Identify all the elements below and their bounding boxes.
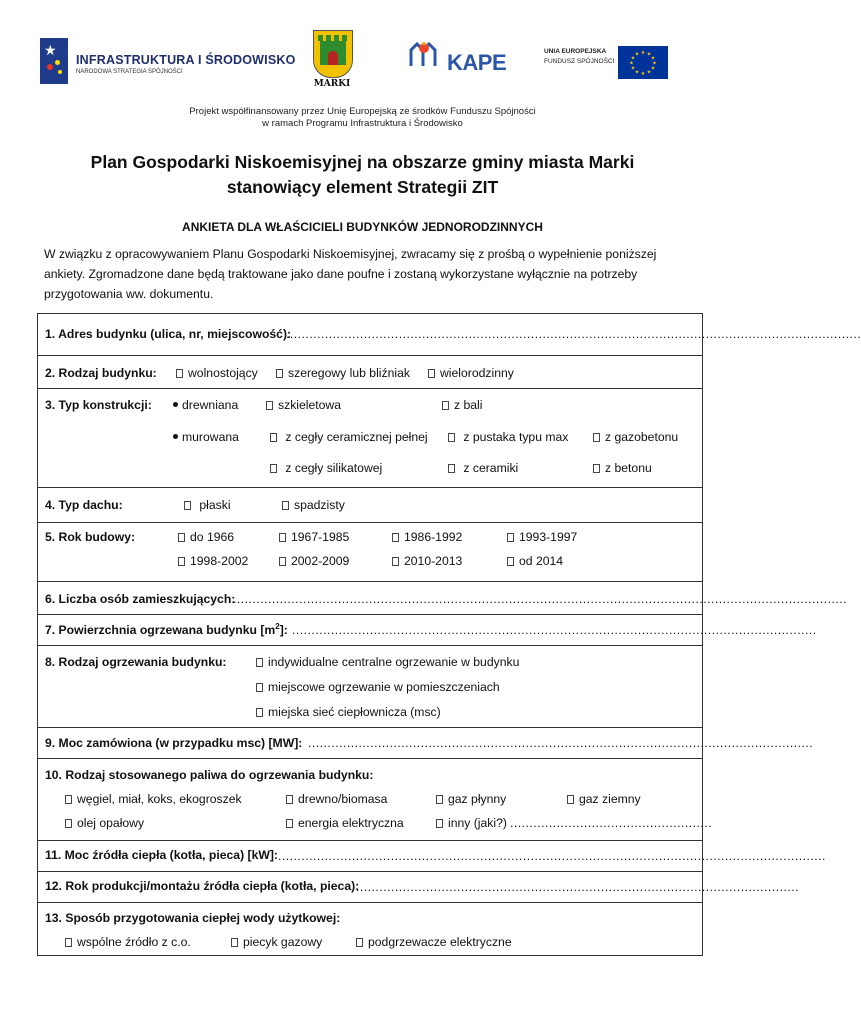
q4-label: 4. Typ dachu: xyxy=(45,498,123,512)
q3-option-pustaka[interactable]: z pustaka typu max xyxy=(448,430,568,444)
checkbox-icon xyxy=(436,819,443,828)
checkbox-icon xyxy=(282,501,289,510)
checkbox-icon xyxy=(231,938,238,947)
logo-ue-line1: UNIA EUROPEJSKA xyxy=(544,48,607,55)
logo-is-subtitle: NARODOWA STRATEGIA SPÓJNOŚCI xyxy=(76,69,183,75)
logo-kape-text: KAPE xyxy=(447,50,507,75)
checkbox-icon xyxy=(65,795,72,804)
checkbox-icon xyxy=(176,369,183,378)
svg-text:★: ★ xyxy=(652,60,657,67)
infrastruktura-flag-icon: ★ xyxy=(40,38,68,84)
q5-option-do-1966[interactable]: do 1966 xyxy=(178,530,234,544)
q6-residents-field[interactable]: .............................................................................................................................................................. xyxy=(233,592,848,606)
checkbox-icon xyxy=(286,819,293,828)
q3-option-ceramiki[interactable]: z ceramiki xyxy=(448,461,518,475)
q5-option-2010-2013[interactable]: 2010-2013 xyxy=(392,554,462,568)
checkbox-icon xyxy=(270,433,277,442)
q3-option-murowana[interactable]: murowana xyxy=(173,430,239,444)
q10-other-field[interactable]: .................................................... xyxy=(510,816,713,830)
intro-line-3: przygotowania ww. dokumentu. xyxy=(44,287,214,301)
q12-label: 12. Rok produkcji/montażu źródła ciepła (kotła, pieca): xyxy=(45,879,360,893)
q7-area-field[interactable]: ....................................................................................................................................... xyxy=(292,623,817,637)
q4-option-spadzisty[interactable]: spadzisty xyxy=(282,498,345,512)
q7-label: 7. Powierzchnia ogrzewana budynku $[m^2]$: xyxy=(45,622,288,638)
q8-option-miejscowe[interactable]: miejscowe ogrzewanie w pomieszczeniach xyxy=(256,680,500,694)
checkbox-icon xyxy=(65,938,72,947)
q10-option-energia[interactable]: energia elektryczna xyxy=(286,816,404,830)
checkbox-icon xyxy=(178,557,185,566)
project-line-1: Projekt współfinansowany przez Unię Europejską ze środków Funduszu Spójności xyxy=(189,106,536,117)
q5-option-1993-1997[interactable]: 1993-1997 xyxy=(507,530,577,544)
kape-mark-icon xyxy=(405,36,443,74)
bullet-icon xyxy=(173,402,178,407)
q3-label: 3. Typ konstrukcji: xyxy=(45,398,152,412)
logo-marki-text: MARKI xyxy=(313,79,351,89)
q8-label: 8. Rodzaj ogrzewania budynku: xyxy=(45,655,227,669)
checkbox-icon xyxy=(279,533,286,542)
q1-label: 1. Adres budynku (ulica, nr, miejscowość): xyxy=(45,327,292,341)
logo-infrastruktura xyxy=(40,38,296,88)
q3-option-betonu[interactable]: z betonu xyxy=(593,461,652,475)
q10-option-gaz-ziemny[interactable]: gaz ziemny xyxy=(567,792,641,806)
q8-option-msc[interactable]: miejska sieć ciepłownicza (msc) xyxy=(256,705,441,719)
row-divider xyxy=(38,522,702,523)
checkbox-icon xyxy=(507,533,514,542)
q5-label: 5. Rok budowy: xyxy=(45,530,136,544)
svg-text:★: ★ xyxy=(629,60,634,67)
row-divider xyxy=(38,487,702,488)
q5-option-1998-2002[interactable]: 1998-2002 xyxy=(178,554,248,568)
q13-option-podgrzewacze[interactable]: podgrzewacze elektryczne xyxy=(356,935,512,949)
q11-source-power-field[interactable]: ............................................................................................................................................. xyxy=(278,849,826,863)
q3-option-szkieletowa[interactable]: szkieletowa xyxy=(266,398,341,412)
q5-option-1986-1992[interactable]: 1986-1992 xyxy=(392,530,462,544)
svg-text:★: ★ xyxy=(646,69,652,76)
row-divider xyxy=(38,840,702,841)
q13-option-wspolne[interactable]: wspólne źródło z c.o. xyxy=(65,935,191,949)
intro-line-2: ankiety. Zgromadzone dane będą traktowane jako dane poufne i zostaną wykorzystane wyłącznie na potrzeby xyxy=(44,267,638,281)
checkbox-icon xyxy=(507,557,514,566)
checkbox-icon xyxy=(65,819,72,828)
checkbox-icon xyxy=(436,795,443,804)
q3-option-cegly-pelnej[interactable]: z cegły ceramicznej pełnej xyxy=(270,430,428,444)
q10-option-wegiel[interactable]: węgiel, miał, koks, ekogroszek xyxy=(65,792,242,806)
q4-option-plaski[interactable]: płaski xyxy=(184,498,231,512)
q2-option-wolnostojacy[interactable]: wolnostojący xyxy=(176,366,258,380)
q8-option-indywidualne[interactable]: indywidualne centralne ogrzewanie w budynku xyxy=(256,655,519,669)
q3-option-z-bali[interactable]: z bali xyxy=(442,398,482,412)
q12-year-field[interactable]: .................................................................................................................. xyxy=(356,880,800,894)
svg-text:★: ★ xyxy=(640,50,646,56)
svg-text:★: ★ xyxy=(630,65,636,72)
row-divider xyxy=(38,614,702,615)
q2-option-wielorodzinny[interactable]: wielorodzinny xyxy=(428,366,514,380)
svg-text:★: ★ xyxy=(634,51,640,58)
row-divider xyxy=(38,902,702,903)
q2-label: 2. Rodzaj budynku: xyxy=(45,366,157,380)
checkbox-icon xyxy=(256,683,263,692)
checkbox-icon xyxy=(593,464,600,473)
document-title-line-1: Plan Gospodarki Niskoemisyjnej na obszarze gminy miasta Marki xyxy=(90,152,635,172)
eu-flag-icon xyxy=(618,46,668,79)
q3-option-cegly-silikatowej[interactable]: z cegły silikatowej xyxy=(270,461,382,475)
checkbox-icon xyxy=(442,401,449,410)
svg-text:★: ★ xyxy=(630,55,636,62)
q10-label: 10. Rodzaj stosowanego paliwa do ogrzewania budynku: xyxy=(45,768,374,782)
marki-crest-icon xyxy=(313,30,353,78)
q2-option-szeregowy[interactable]: szeregowy lub bliźniak xyxy=(276,366,410,380)
checkbox-icon xyxy=(428,369,435,378)
q13-option-piecyk[interactable]: piecyk gazowy xyxy=(231,935,322,949)
logo-is-title: INFRASTRUKTURA I ŚRODOWISKO xyxy=(76,53,296,67)
checkbox-icon xyxy=(392,533,399,542)
q10-option-gaz-plynny[interactable]: gaz płynny xyxy=(436,792,506,806)
checkbox-icon xyxy=(286,795,293,804)
survey-subtitle: ANKIETA DLA WŁAŚCICIELI BUDYNKÓW JEDNORODZINNYCH xyxy=(182,220,543,234)
survey-form xyxy=(37,313,861,956)
row-divider xyxy=(38,758,702,759)
logo-unia-europejska xyxy=(544,46,674,80)
checkbox-icon xyxy=(256,658,263,667)
q1-address-field[interactable]: .................................................................................................................................................... xyxy=(286,327,861,341)
svg-text:★: ★ xyxy=(650,55,656,62)
q3-option-gazobeton[interactable]: z gazobetonu xyxy=(593,430,678,444)
checkbox-icon xyxy=(266,401,273,410)
project-line-2: w ramach Programu Infrastruktura i Środowisko xyxy=(262,118,463,129)
intro-line-1: W związku z opracowywaniem Planu Gospodarki Niskoemisyjnej, zwracamy się z prośbą o wypełnienie poniższej xyxy=(44,247,657,261)
q6-label: 6. Liczba osób zamieszkujących: xyxy=(45,592,236,606)
checkbox-icon xyxy=(279,557,286,566)
checkbox-icon xyxy=(593,433,600,442)
checkbox-icon xyxy=(178,533,185,542)
row-divider xyxy=(38,645,702,646)
checkbox-icon xyxy=(448,464,455,473)
document-title-line-2: stanowiący element Strategii ZIT xyxy=(226,177,499,197)
checkbox-icon xyxy=(392,557,399,566)
q10-option-inny[interactable]: inny (jaki?) xyxy=(436,816,507,830)
checkbox-icon xyxy=(184,501,191,510)
logo-marki xyxy=(310,30,354,92)
q11-label: 11. Moc źródła ciepła (kotła, pieca) [kW]: xyxy=(45,848,278,862)
q10-option-olej[interactable]: olej opałowy xyxy=(65,816,144,830)
checkbox-icon xyxy=(256,708,263,717)
logo-ue-line2: FUNDUSZ SPÓJNOŚCI xyxy=(544,58,615,65)
checkbox-icon xyxy=(270,464,277,473)
q10-option-drewno[interactable]: drewno/biomasa xyxy=(286,792,387,806)
svg-text:★: ★ xyxy=(634,69,640,76)
row-divider xyxy=(38,871,702,872)
svg-text:★: ★ xyxy=(640,71,646,77)
q3-option-drewniana[interactable]: drewniana xyxy=(173,398,238,412)
svg-text:★: ★ xyxy=(646,51,652,58)
q13-label: 13. Sposób przygotowania ciepłej wody użytkowej: xyxy=(45,911,341,925)
row-divider xyxy=(38,355,702,356)
row-divider xyxy=(38,388,702,389)
row-divider xyxy=(38,727,702,728)
bullet-icon xyxy=(173,434,178,439)
checkbox-icon xyxy=(276,369,283,378)
checkbox-icon xyxy=(448,433,455,442)
checkbox-icon xyxy=(567,795,574,804)
logo-kape xyxy=(405,36,507,76)
q9-label: 9. Moc zamówiona (w przypadku msc) [MW]: xyxy=(45,736,303,750)
checkbox-icon xyxy=(356,938,363,947)
q9-power-field[interactable]: .................................................................................................................................. xyxy=(308,736,814,750)
q5-option-1967-1985[interactable]: 1967-1985 xyxy=(279,530,349,544)
q5-option-od-2014[interactable]: od 2014 xyxy=(507,554,563,568)
svg-text:★: ★ xyxy=(650,65,656,72)
q5-option-2002-2009[interactable]: 2002-2009 xyxy=(279,554,349,568)
row-divider xyxy=(38,581,702,582)
